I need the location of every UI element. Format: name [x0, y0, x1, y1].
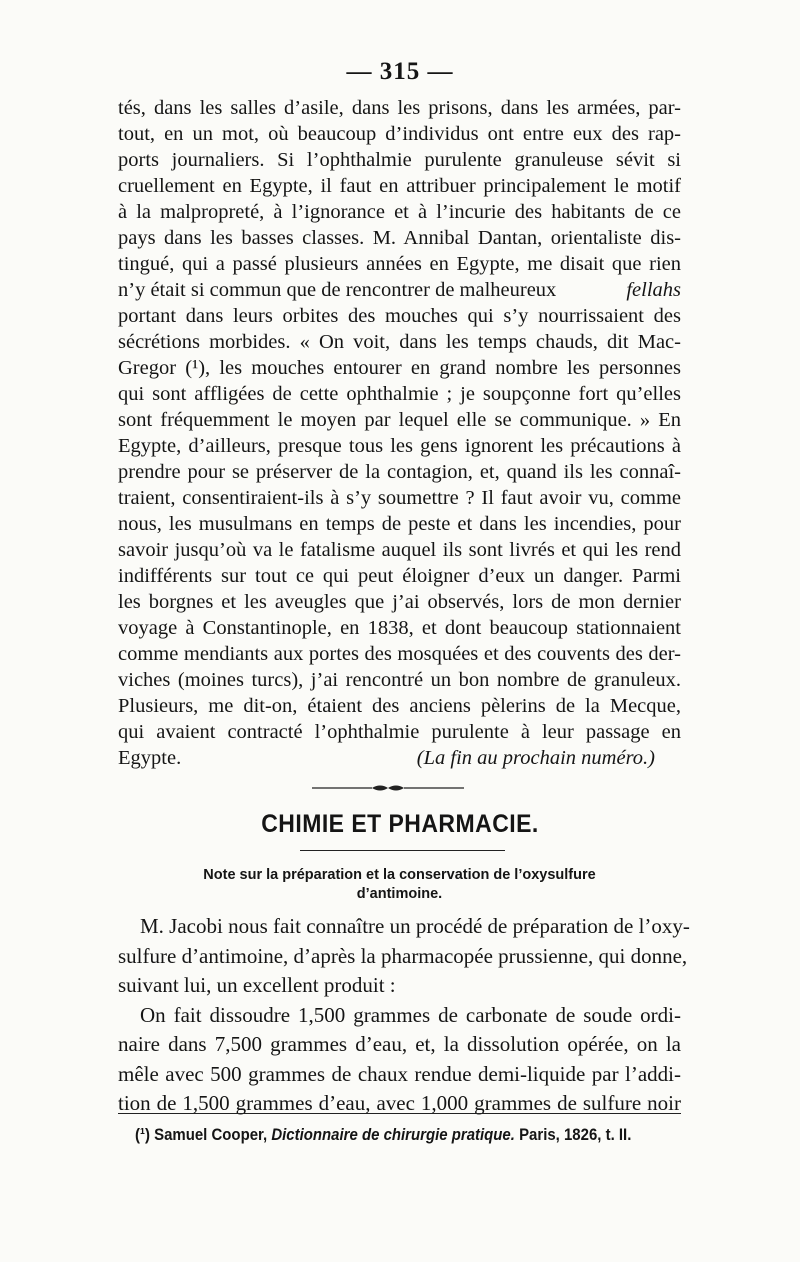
text-line: viches (moines turcs), j’ai rencontré un bon nombre de granuleux. [118, 669, 681, 691]
footnote-marker: (¹) [135, 1125, 150, 1144]
text-line-with-italic [118, 277, 681, 303]
text-line: traient, consentiraient-ils à s’y soumettre ? Il faut avoir vu, comme [118, 487, 681, 509]
text-line: tingué, qui a passé plusieurs années en Egypte, me disait que rien [118, 253, 681, 275]
continuation-note: (La fin au prochain numéro.) [416, 747, 655, 769]
text-line: Plusieurs, me dit-on, étaient des anciens pèlerins de la Mecque, [118, 695, 681, 717]
text-line: voyage à Constantinople, en 1838, et dont beaucoup stationnaient [118, 617, 681, 639]
note-title-line: d’antimoine. [356, 886, 443, 902]
section-heading: CHIMIE ET PHARMACIE. [261, 810, 539, 838]
text-line: comme mendiants aux portes des mosquées et des couvents des der- [118, 643, 681, 665]
footnote-rule [118, 1113, 681, 1114]
text-line: qui avaient contracté l’ophthalmie purulente à leur passage en [118, 721, 681, 743]
text-segment: n’y était si commun que de rencontrer de malheureux [118, 279, 557, 301]
note-title-line: Note sur la préparation et la conservation de l’oxysulfure [203, 867, 596, 883]
text-line: Egypte, d’ailleurs, presque tous les gens ignorent les précautions à [118, 435, 681, 457]
text-line: sulfure d’antimoine, d’après la pharmacopée prussienne, qui donne, [118, 943, 688, 968]
text-line: portant dans leurs orbites des mouches qui s’y nourrissaient des [118, 305, 681, 327]
italic-word: fellahs [626, 279, 681, 301]
footnote-work: Dictionnaire de chirurgie pratique. [271, 1125, 515, 1144]
text-line: cruellement en Egypte, il faut en attribuer principalement le motif [118, 175, 681, 197]
text-line: pays dans les basses classes. M. Annibal Dantan, orientaliste dis- [118, 227, 681, 249]
text-line: qui sont affligées de cette ophthalmie ; je soupçonne fort qu’elles [118, 383, 681, 405]
paragraph-ophthalmie [118, 95, 681, 771]
text-line: ports journaliers. Si l’ophthalmie purulente granuleuse sévit si [118, 149, 681, 171]
text-line: nous, les musulmans en temps de peste et dans les incendies, pour [118, 513, 681, 535]
text-line: indifférents sur tout ce qui peut éloigner d’eux un danger. Parmi [118, 565, 681, 587]
text-line: Gregor (¹), les mouches entourer en grand nombre les personnes [118, 357, 681, 379]
text-line: suivant lui, un excellent produit : [118, 973, 396, 997]
text-line: mêle avec 500 grammes de chaux rendue demi-liquide par l’addi- [118, 1061, 681, 1086]
text-line: tout, en un mot, où beaucoup d’individus ont entre eux des rap- [118, 123, 681, 145]
text-line: à la malpropreté, à l’ignorance et à l’incurie des habitants de ce [118, 201, 681, 223]
note-title [118, 866, 681, 904]
text-line: sont fréquemment le moyen par lequel elle se communique. » En [118, 409, 681, 431]
heading-rule [300, 850, 505, 851]
text-line: sécrétions morbides. « On voit, dans les temps chauds, dit Mac- [118, 331, 681, 353]
footnote [135, 1125, 632, 1145]
text-line: M. Jacobi nous fait connaître un procédé de préparation de l’oxy- [140, 914, 690, 938]
footnote-author: Samuel Cooper, [154, 1125, 268, 1144]
text-line: les borgnes et les aveugles que j’ai observés, lors de mon dernier [118, 591, 681, 613]
text-line: naire dans 7,500 grammes d’eau, et, la dissolution opérée, on la [118, 1032, 681, 1056]
page-number: — 315 — [346, 58, 454, 85]
text-segment: Egypte. [118, 747, 182, 769]
text-line: On fait dissoudre 1,500 grammes de carbonate de soude ordi- [140, 1002, 681, 1027]
text-line: tion de 1,500 grammes d’eau, avec 1,000 grammes de sulfure noir [118, 1091, 681, 1115]
text-line: savoir jusqu’où va le fatalisme auquel ils sont livrés et qui les rend [118, 539, 681, 561]
paragraph-preparation [118, 912, 690, 1119]
footnote-rest: Paris, 1826, t. II. [519, 1125, 632, 1144]
closing-line [118, 745, 681, 771]
text-line: prendre pour se préserver de la contagion, et, quand ils les connaî- [118, 461, 681, 483]
section-divider-ornament [312, 782, 464, 794]
text-line: tés, dans les salles d’asile, dans les prisons, dans les armées, par- [118, 97, 681, 119]
